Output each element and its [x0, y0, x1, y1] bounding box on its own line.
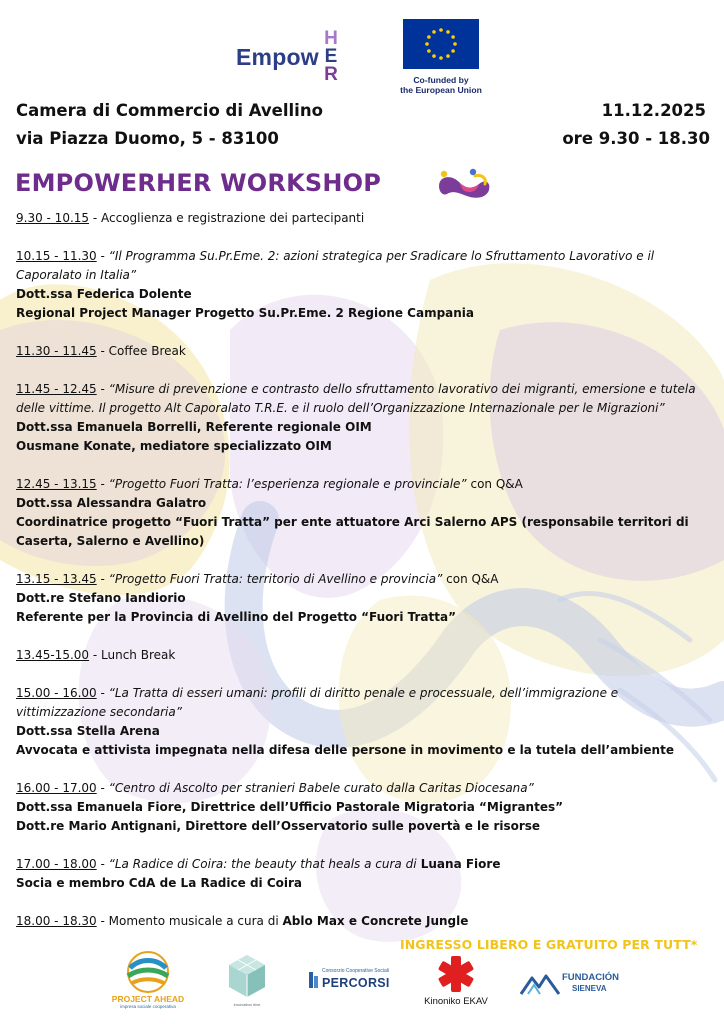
- agenda-speaker: Ousmane Konate, mediatore specializzato OIM: [16, 439, 332, 453]
- percorsi-name: PERCORSI: [322, 976, 390, 990]
- agenda-text: Momento musicale a cura di: [108, 914, 283, 928]
- agenda: [16, 209, 706, 950]
- agenda-item: [16, 684, 706, 760]
- free-entry-notice: INGRESSO LIBERO E GRATUITO PER TUTT*: [400, 937, 698, 952]
- agenda-text: Coffee Break: [108, 344, 186, 358]
- eu-cofunded-caption: [395, 75, 487, 95]
- agenda-item: [16, 475, 706, 551]
- agenda-description: “Centro di Ascolto per stranieri Babele curato dalla Caritas Diocesana”: [108, 781, 534, 795]
- agenda-separator: -: [96, 572, 109, 586]
- agenda-speaker-role: Referente per la Provincia di Avellino del Progetto “Fuori Tratta”: [16, 610, 456, 624]
- agenda-speaker: Dott.ssa Alessandra Galatro: [16, 496, 207, 510]
- agenda-item: [16, 779, 706, 836]
- address: via Piazza Duomo, 5 - 83100: [16, 129, 279, 148]
- agenda-speaker: Dott.re Stefano Iandiorio: [16, 591, 186, 605]
- agenda-item: [16, 247, 706, 323]
- agenda-suffix: con Q&A: [442, 572, 499, 586]
- fundacion-sieneva-logo: [520, 968, 618, 1000]
- agenda-performers: Ablo Max e Concrete Jungle: [282, 914, 469, 928]
- agenda-speaker-role: Regional Project Manager Progetto Su.Pr.Eme. 2 Regione Campania: [16, 306, 475, 320]
- agenda-time: 17.00 - 18.00: [16, 857, 97, 871]
- eu-caption-line2: the European Union: [400, 85, 482, 95]
- hexagon-cube-icon: [224, 952, 270, 1000]
- project-ahead-emblem-icon: [110, 950, 186, 994]
- agenda-time: 12.45 - 13.15: [16, 477, 97, 491]
- agenda-separator: -: [96, 781, 109, 795]
- innovation-hive-name: innovation hive: [233, 1002, 261, 1007]
- kinoniko-ekav-name: Kinoniko EKAV: [424, 996, 488, 1007]
- agenda-host: Luana Fiore: [416, 857, 501, 871]
- agenda-description: “Misure di prevenzione e contrasto dello sfruttamento lavorativo dei migranti, emersione e tutela delle vittime. Il progetto Alt Caporalato T.R.E. e il ruolo dell’Organizzazione Internazionale per le Migrazioni”: [16, 382, 696, 415]
- agenda-item: [16, 342, 706, 361]
- agenda-separator: -: [96, 686, 109, 700]
- agenda-speaker-role: Coordinatrice progetto “Fuori Tratta” per ente attuatore Arci Salerno APS (responsabile territori di Caserta, Salerno e Avellino): [16, 515, 689, 548]
- agenda-separator: -: [96, 914, 109, 928]
- agenda-description: “Progetto Fuori Tratta: l’esperienza regionale e provinciale”: [108, 477, 467, 491]
- page-title: EMPOWERHER WORKSHOP: [15, 169, 382, 197]
- agenda-item: [16, 646, 706, 665]
- eu-flag-icon: [403, 19, 479, 69]
- project-ahead-logo: [110, 950, 186, 1012]
- percorsi-subtitle: Consorzio Cooperative Sociali: [322, 968, 389, 974]
- sieneva-label: SIENEVA: [572, 984, 607, 993]
- agenda-item: [16, 209, 706, 228]
- logo-letter-h: H: [324, 28, 338, 49]
- agenda-speaker: Dott.ssa Federica Dolente: [16, 287, 192, 301]
- agenda-time: 15.00 - 16.00: [16, 686, 97, 700]
- event-hours: ore 9.30 - 18.30: [562, 129, 710, 148]
- agenda-separator: -: [89, 648, 102, 662]
- event-date: 11.12.2025: [601, 101, 706, 120]
- agenda-time: 18.00 - 18.30: [16, 914, 97, 928]
- agenda-text: Lunch Break: [101, 648, 176, 662]
- agenda-text: Accoglienza e registrazione dei partecipanti: [101, 211, 365, 225]
- project-ahead-subtitle: impresa sociale cooperativa: [120, 1004, 176, 1009]
- agenda-separator: -: [96, 382, 109, 396]
- logo-wordmark: Empow: [236, 44, 319, 70]
- agenda-time: 13.15 - 13.45: [16, 572, 97, 586]
- agenda-description: “Il Programma Su.Pr.Eme. 2: azioni strategica per Sradicare lo Sfruttamento Lavorativo e il Caporalato in Italia”: [16, 249, 655, 282]
- agenda-speaker-role: Avvocata e attivista impegnata nella difesa delle persone in movimento e la tutela dell’ambiente: [16, 743, 674, 757]
- project-ahead-name: PROJECT AHEAD: [111, 994, 185, 1004]
- logo-letter-r: R: [324, 64, 338, 85]
- workshop-emblem-icon: [435, 164, 493, 202]
- agenda-speaker: Dott.re Mario Antignani, Direttore dell’Osservatorio sulle povertà e le risorse: [16, 819, 541, 833]
- venue: Camera di Commercio di Avellino: [16, 101, 323, 120]
- agenda-separator: -: [96, 477, 109, 491]
- agenda-time: 11.30 - 11.45: [16, 344, 97, 358]
- agenda-time: 16.00 - 17.00: [16, 781, 97, 795]
- agenda-speaker: Dott.ssa Emanuela Borrelli, Referente regionale OIM: [16, 420, 372, 434]
- percorsi-logo: [308, 966, 398, 996]
- eu-caption-line1: Co-funded by: [413, 75, 469, 85]
- agenda-time: 13.45-15.00: [16, 648, 90, 662]
- agenda-description: “Progetto Fuori Tratta: territorio di Avellino e provincia”: [108, 572, 443, 586]
- agenda-separator: -: [96, 857, 109, 871]
- agenda-suffix: con Q&A: [466, 477, 523, 491]
- agenda-separator: -: [96, 344, 109, 358]
- agenda-time: 10.15 - 11.30: [16, 249, 97, 263]
- agenda-item: [16, 380, 706, 456]
- innovation-hive-logo: [224, 952, 270, 1010]
- mountain-peaks-icon: [520, 972, 560, 996]
- agenda-time: 11.45 - 12.45: [16, 382, 97, 396]
- percorsi-mark-icon: [308, 970, 320, 990]
- agenda-item: [16, 855, 706, 893]
- fundacion-label: FUNDACIÓN: [562, 972, 619, 983]
- logo-her-letters: [321, 30, 341, 84]
- agenda-speaker: Dott.ssa Stella Arena: [16, 724, 160, 738]
- agenda-item: [16, 912, 706, 931]
- agenda-separator: -: [96, 249, 109, 263]
- logo-letter-e: E: [324, 46, 338, 67]
- kinoniko-ekav-logo: [415, 954, 497, 1010]
- agenda-speaker-role: Socia e membro CdA de La Radice di Coira: [16, 876, 303, 890]
- agenda-separator: -: [89, 211, 101, 225]
- agenda-description: “La Radice di Coira: the beauty that heals a cura di: [108, 857, 417, 871]
- agenda-description: “La Tratta di esseri umani: profili di diritto penale e processuale, dell’immigrazione e vittimizzazione secondaria”: [16, 686, 619, 719]
- agenda-time: 9.30 - 10.15: [16, 211, 90, 225]
- agenda-item: [16, 570, 706, 627]
- agenda-speaker: Dott.ssa Emanuela Fiore, Direttrice dell’Ufficio Pastorale Migratoria “Migrantes”: [16, 800, 563, 814]
- red-cross-star-icon: [415, 954, 497, 994]
- empowerher-logo: [236, 30, 356, 88]
